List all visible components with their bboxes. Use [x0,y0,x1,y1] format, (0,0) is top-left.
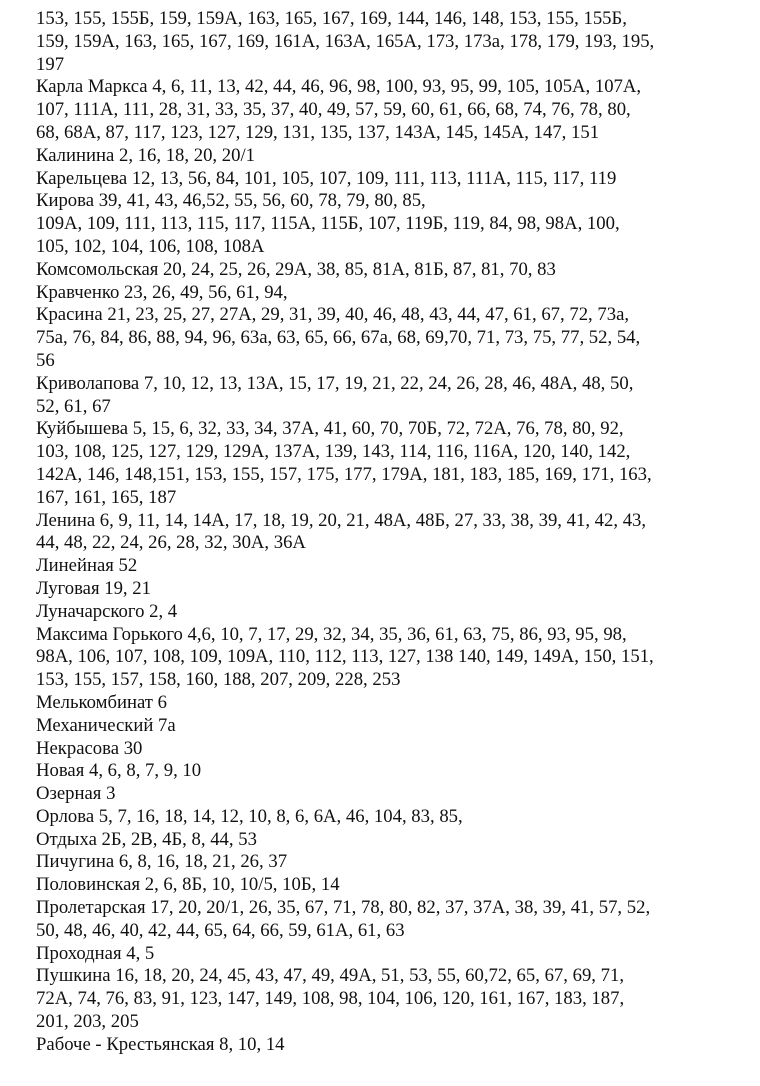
text-line: Комсомольская 20, 24, 25, 26, 29А, 38, 85, 81А, 81Б, 87, 81, 70, 83 [36,258,556,280]
text-line: Пролетарская 17, 20, 20/1, 26, 35, 67, 71, 78, 80, 82, 37, 37А, 38, 39, 41, 57, 52, [36,897,651,919]
text-line: 153, 155, 155Б, 159, 159А, 163, 165, 167, 169, 144, 146, 148, 153, 155, 155Б, [36,8,627,29]
text-line: Мелькомбинат 6 [36,691,167,713]
text-line: 153, 155, 157, 158, 160, 188, 207, 209, 228, 253 [36,669,401,691]
text-line: Карельцева 12, 13, 56, 84, 101, 105, 107, 109, 111, 113, 111А, 115, 117, 119 [36,167,617,189]
text-line: 159, 159А, 163, 165, 167, 169, 161А, 163А, 165А, 173, 173а, 178, 179, 193, 195, [36,30,655,52]
address-list-document [36,8,736,1057]
text-line: 44, 48, 22, 24, 26, 28, 32, 30А, 36А [36,532,306,554]
text-line: 72А, 74, 76, 83, 91, 123, 147, 149, 108, 98, 104, 106, 120, 161, 167, 183, 187, [36,988,625,1010]
text-line: 98А, 106, 107, 108, 109, 109А, 110, 112, 113, 127, 138 140, 149, 149А, 150, 151, [36,646,654,668]
text-line: Криволапова 7, 10, 12, 13, 13А, 15, 17, 19, 21, 22, 24, 26, 28, 46, 48А, 48, 50, [36,372,634,394]
text-line: Озерная 3 [36,783,116,805]
text-line: Половинская 2, 6, 8Б, 10, 10/5, 10Б, 14 [36,874,340,896]
text-line: 52, 61, 67 [36,395,111,417]
text-line: Пичугина 6, 8, 16, 18, 21, 26, 37 [36,851,288,873]
text-line: 167, 161, 165, 187 [36,486,177,508]
text-line: Рабоче - Крестьянская 8, 10, 14 [36,1033,285,1055]
text-line: Луначарского 2, 4 [36,600,178,622]
text-line: Максима Горького 4,6, 10, 7, 17, 29, 32, 34, 35, 36, 61, 63, 75, 86, 93, 95, 98, [36,623,627,645]
text-line: Проходная 4, 5 [36,942,155,964]
text-line: Кравченко 23, 26, 49, 56, 61, 94, [36,281,288,303]
text-line: Новая 4, 6, 8, 7, 9, 10 [36,760,202,782]
text-line: Красина 21, 23, 25, 27, 27А, 29, 31, 39, 40, 46, 48, 43, 44, 47, 61, 67, 72, 73а, [36,304,630,326]
text-line: Линейная 52 [36,555,138,577]
text-line: Кирова 39, 41, 43, 46,52, 55, 56, 60, 78, 79, 80, 85, [36,190,426,212]
text-line: 68, 68А, 87, 117, 123, 127, 129, 131, 135, 137, 143А, 145, 145А, 147, 151 [36,121,600,143]
text-line: 107, 111А, 111, 28, 31, 33, 35, 37, 40, 49, 57, 59, 60, 61, 66, 68, 74, 76, 78, 80, [36,99,631,121]
text-line: 142А, 146, 148,151, 153, 155, 157, 175, 177, 179А, 181, 183, 185, 169, 171, 163, [36,463,652,485]
text-line: 75а, 76, 84, 86, 88, 94, 96, 63а, 63, 65, 66, 67а, 68, 69,70, 71, 73, 75, 77, 52, 54, [36,327,641,349]
text-line: Калинина 2, 16, 18, 20, 20/1 [36,144,255,166]
text-line: Орлова 5, 7, 16, 18, 14, 12, 10, 8, 6, 6А, 46, 104, 83, 85, [36,805,463,827]
text-line: 103, 108, 125, 127, 129, 129А, 137А, 139, 143, 114, 116, 116А, 120, 140, 142, [36,441,631,463]
text-line: Ленина 6, 9, 11, 14, 14А, 17, 18, 19, 20, 21, 48А, 48Б, 27, 33, 38, 39, 41, 42, 43, [36,509,647,531]
text-line: Некрасова 30 [36,737,143,759]
text-line: 50, 48, 46, 40, 42, 44, 65, 64, 66, 59, 61А, 61, 63 [36,919,405,941]
text-line: Карла Маркса 4, 6, 11, 13, 42, 44, 46, 96, 98, 100, 93, 95, 99, 105, 105А, 107А, [36,76,642,98]
text-line: 201, 203, 205 [36,1011,139,1033]
text-line: Механический 7а [36,714,176,736]
text-line: Отдыха 2Б, 2В, 4Б, 8, 44, 53 [36,828,257,850]
text-line: 56 [36,349,55,371]
text-line: 105, 102, 104, 106, 108, 108А [36,235,265,257]
text-line: Луговая 19, 21 [36,577,151,599]
text-line: 109А, 109, 111, 113, 115, 117, 115А, 115Б, 107, 119Б, 119, 84, 98, 98А, 100, [36,213,620,235]
text-line: 197 [36,53,65,75]
text-line: Пушкина 16, 18, 20, 24, 45, 43, 47, 49, 49А, 51, 53, 55, 60,72, 65, 67, 69, 71, [36,965,624,987]
text-line: Куйбышева 5, 15, 6, 32, 33, 34, 37А, 41, 60, 70, 70Б, 72, 72А, 76, 78, 80, 92, [36,418,624,440]
